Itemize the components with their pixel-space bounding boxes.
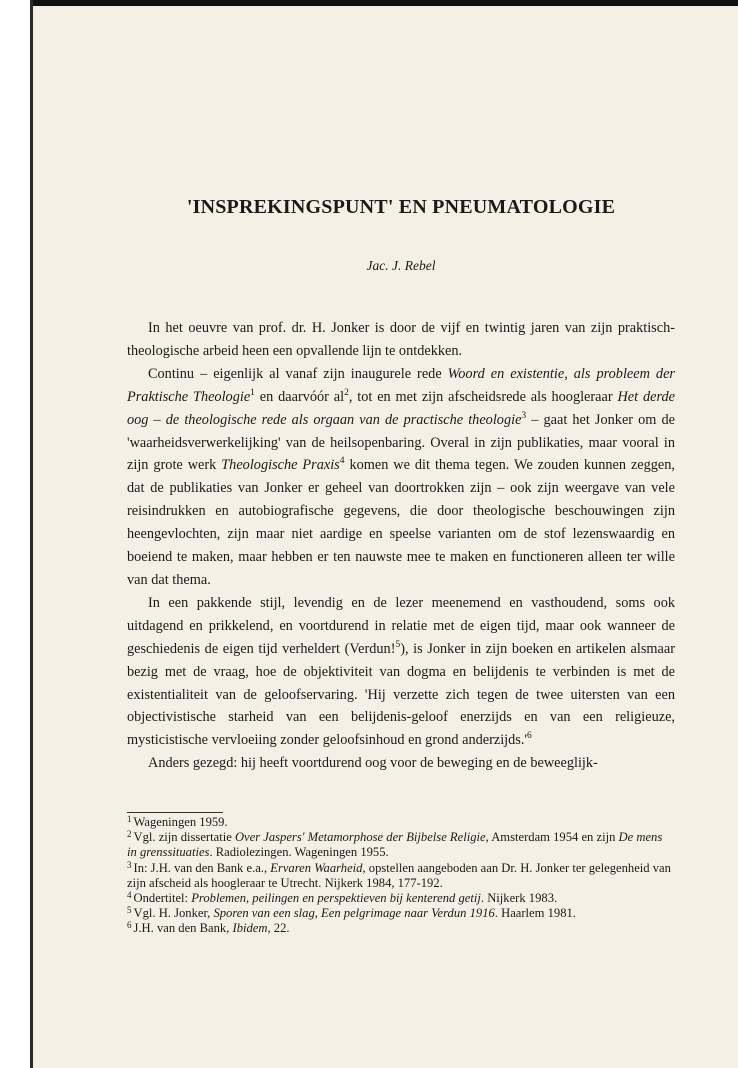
footnote-ref: 1	[250, 387, 255, 398]
work-title: Woord en existentie, als probleem der Praktische Theologie	[127, 365, 675, 405]
text-run: Continu – eigenlijk al vanaf zijn inaugurele rede	[148, 365, 448, 382]
article-body	[127, 317, 675, 775]
article-title: 'INSPREKINGSPUNT' EN PNEUMATOLOGIE	[186, 196, 616, 218]
work-title: Problemen, peilingen en perspektieven bij kenterend getij	[191, 891, 481, 906]
footnote-text: . Nijkerk 1983.	[480, 891, 558, 906]
text-run: , tot en met zijn afscheidsrede als hoogleraar	[348, 388, 618, 405]
footnote-number: 5	[127, 905, 132, 916]
footnote-text: , Amsterdam 1954 en zijn	[485, 830, 619, 845]
footnote-text: Wageningen 1959.	[133, 815, 228, 829]
page	[33, 6, 738, 1068]
footnote-text: Ondertitel:	[133, 891, 192, 906]
footnote-3	[127, 861, 675, 891]
footnote-text: J.H. van den Bank,	[133, 921, 233, 936]
footnote-text: , opstellen aangeboden aan Dr. H. Jonker ter gelegenheid van zijn afscheid als hoogleraar te Utrecht. Nijkerk 1984, 177-192.	[127, 860, 671, 890]
text-run: en daarvóór al	[254, 388, 345, 405]
footnote-5	[127, 906, 675, 921]
paragraph-3	[127, 592, 675, 752]
text-run: – gaat het Jonker om de 'waarheidsverwerkelijking' van de heilsopenbaring. Overal in zijn publikaties, maar vooral in zijn grote werk	[127, 411, 675, 474]
text-run: ), is Jonker in zijn boeken en artikelen alsmaar bezig met de vraag, hoe de objektiviteit van dogma en belijdenis te verbinden is met de existentialiteit van de geloofservaring. 'Hij verzette zich tegen de twee uitersten van een objectivistische starheid van een belijdenis-geloof enerzijds en van een religieuze, mysticistische vervloeiing zonder geloofsinhoud en grond anderzijds.'	[127, 640, 675, 749]
footnote-ref: 5	[395, 639, 401, 650]
footnote-number: 6	[127, 920, 132, 931]
paragraph-1: In het oeuvre van prof. dr. H. Jonker is door de vijf en twintig jaren van zijn praktisch-theologische arbeid heen een opvallende lijn te ontdekken.	[127, 320, 675, 359]
footnote-ref: 3	[521, 410, 527, 421]
text-run: In een pakkende stijl, levendig en de lezer meenemend en vasthoudend, soms ook uitdagend en prikkelend, en voortdurend in relatie met de eigen tijd, maar ook wanneer de geschiedenis de eigen tijd verheldert (Verdun!	[127, 594, 675, 657]
footnote-divider	[127, 812, 223, 813]
footnote-text: . Radiolezingen. Wageningen 1955.	[209, 845, 389, 860]
footnote-2	[127, 830, 675, 860]
author-name: Jac. J. Rebel	[366, 258, 436, 273]
work-title: Ibidem	[232, 921, 268, 936]
work-title: Over Jaspers' Metamorphose der Bijbelse Religie	[234, 830, 486, 845]
footnote-number: 4	[127, 890, 132, 901]
footnotes	[127, 815, 675, 937]
footnote-6	[127, 921, 675, 936]
work-title: Sporen van een slag, Een pelgrimage naar Verdun 1916	[213, 906, 495, 921]
work-title: Ervaren Waarheid	[270, 860, 363, 875]
footnote-text: , 22.	[267, 921, 290, 936]
footnote-text: In: J.H. van den Bank e.a.,	[133, 860, 271, 875]
footnote-number: 2	[127, 829, 132, 840]
work-title: Theologische Praxis	[221, 457, 340, 474]
footnote-number: 3	[127, 859, 132, 870]
work-title: Het derde oog – de theologische rede als orgaan van de practische theologie	[127, 388, 675, 428]
footnote-text: Vgl. H. Jonker,	[133, 906, 214, 921]
footnote-ref: 4	[339, 456, 345, 467]
footnote-text: Vgl. zijn dissertatie	[133, 830, 235, 845]
footnote-ref: 2	[344, 387, 349, 398]
footnote-text: . Haarlem 1981.	[494, 906, 576, 921]
footnote-4	[127, 891, 675, 906]
footnote-ref: 6	[527, 731, 532, 742]
work-title: De mens in grenssituaties	[127, 830, 663, 860]
paragraph-4: Anders gezegd: hij heeft voortdurend oog voor de beweging en de beweeglijk-	[148, 755, 598, 772]
footnote-1	[127, 815, 675, 830]
footnote-number: 1	[127, 814, 132, 824]
text-run: komen we dit thema tegen. We zouden kunnen zeggen, dat de publikaties van Jonker er geheel van doortrokken zijn – ook zijn weergave van vele reisindrukken en autobiografische gegevens, die door theologische beschouwingen zijn heengevlochten, zijn maar niet aardige en speelse varianten om de stof lezenswaardig en boeiend te maken, maar hebben er ten nauwste mee te maken en functioneren alleen ter wille van dat thema.	[127, 457, 675, 588]
paragraph-2	[127, 363, 675, 592]
